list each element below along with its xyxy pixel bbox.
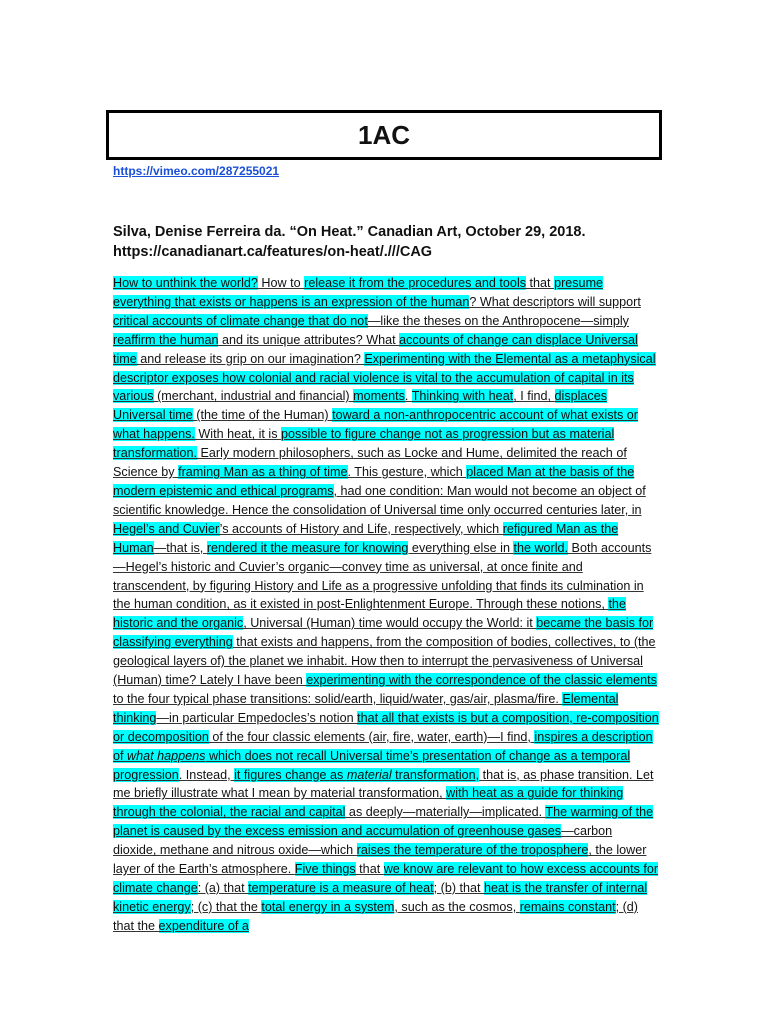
text-segment: , the lower layer of the Earth’s atmosphere. <box>113 843 647 877</box>
text-segment: and its unique attributes? What <box>218 332 400 347</box>
text-segment: ; (c) that the <box>190 899 262 914</box>
highlighted-text-segment: expenditure of a <box>158 918 249 933</box>
highlighted-text-segment: remains constant <box>519 899 616 914</box>
highlighted-text-segment: with heat as a guide for thinking through the colonial, the racial and capital <box>113 786 624 820</box>
highlighted-text-segment: the world. <box>513 540 569 555</box>
text-segment: (the time of the Human) <box>192 408 333 423</box>
highlighted-text-segment: possible to figure change not as progression but as material transformation. <box>113 427 615 461</box>
highlighted-text-segment: placed Man at the basis of the modern epistemic and ethical programs <box>113 465 635 498</box>
highlighted-text-segment: presume everything that exists or happens is an expression of the human <box>113 276 604 309</box>
highlighted-text-segment: what happens <box>127 748 206 763</box>
doc-title: 1AC <box>357 119 410 150</box>
text-segment: With heat, it is <box>194 427 282 442</box>
highlighted-text-segment: critical accounts of climate change that do not <box>113 313 368 328</box>
text-segment: . This gesture, which <box>347 465 467 480</box>
text-segment: ; (b) that <box>433 881 485 895</box>
text-segment: and release its grip on our imagination? <box>136 351 365 366</box>
text-segment: that exists and happens, from the composition of bodies, collectives, to (the geological layers of) the planet we inhabit. How then to interrupt the pervasiveness of Universal (Human) time? Lately I have been <box>113 635 656 688</box>
highlighted-text-segment: Experimenting with the Elemental as a metaphysical descriptor exposes how colonial and racial violence is vital to the accumulation of capital in its various <box>113 351 656 404</box>
highlighted-text-segment: Five things <box>294 862 356 877</box>
highlighted-text-segment: displaces Universal time <box>113 389 608 423</box>
text-segment: , I find, <box>513 389 555 404</box>
highlighted-text-segment: raises the temperature of the troposphere <box>356 843 589 858</box>
text-segment: that is, as phase transition. Let me briefly illustrate what I mean by material transformation, <box>113 767 654 801</box>
text-segment: Both accounts—Hegel’s historic and Cuvier’s organic—convey time as universal, at once finite and transcendent, by figuring History and Life as a progressive unfolding that finds its culmination in the human condition, as it existed in post-Enlightenment Europe. Through these notions, <box>113 540 652 612</box>
text-segment: of the four classic elements (air, fire, water, earth)—I find, <box>208 729 535 744</box>
text-segment: (merchant, industrial and financial) <box>153 389 354 404</box>
highlighted-text-segment: Thinking with heat <box>411 389 514 404</box>
text-segment: , Universal (Human) time would occupy the World: it <box>243 616 537 631</box>
text-segment: —in particular Empedocles’s notion <box>156 710 358 725</box>
text-segment: —like the theses on the Anthropocene—simply <box>367 313 629 328</box>
highlighted-text-segment: it figures change as <box>234 767 347 782</box>
highlighted-text-segment: reaffirm the human <box>113 332 219 347</box>
highlighted-text-segment: framing Man as a thing of time <box>178 465 348 480</box>
highlighted-text-segment: total energy in a system <box>261 899 395 914</box>
citation-line-2: https://canadianart.ca/features/on-heat/.///CAG <box>113 244 433 260</box>
text-segment: ? What descriptors will support <box>469 294 641 309</box>
card-body-text <box>113 274 659 936</box>
text-segment: —carbon dioxide, methane and nitrous oxide—which <box>113 824 613 858</box>
highlighted-text-segment: moments <box>353 389 405 404</box>
highlighted-text-segment: inspires a description of <box>113 729 653 763</box>
text-segment: that <box>526 276 555 290</box>
highlighted-text-segment: toward a non-anthropocentric account of what exists or what happens. <box>113 408 638 442</box>
text-segment: . <box>404 389 412 404</box>
text-segment: everything else in <box>408 540 514 555</box>
highlighted-text-segment: became the basis for classifying everything <box>113 616 654 650</box>
highlighted-text-segment: which does not recall Universal time’s presentation of change as a temporal progression <box>113 748 631 782</box>
text-segment: ; (d) that the <box>113 899 638 933</box>
highlighted-text-segment: the historic and the organic <box>113 597 626 631</box>
text-segment: : (a) that <box>197 881 249 895</box>
highlighted-text-segment: material <box>346 767 392 782</box>
citation <box>113 222 673 262</box>
text-segment: Early modern philosophers, such as Locke and Hume, delimited the reach of Science by <box>113 446 627 480</box>
text-segment: How to <box>257 276 305 290</box>
title-box <box>106 110 662 160</box>
text-segment: ’s accounts of History and Life, respectively, which <box>219 521 503 536</box>
highlighted-text-segment: How to unthink the world? <box>113 276 258 290</box>
highlighted-text-segment: heat is the transfer of internal kinetic energy <box>113 881 648 914</box>
highlighted-text-segment: experimenting with the correspondence of the classic elements <box>306 673 657 688</box>
highlighted-text-segment: refigured Man as the Human <box>113 521 619 555</box>
text-segment: —that is, <box>153 540 207 555</box>
highlighted-text-segment: Hegel’s and Cuvier <box>113 521 220 536</box>
text-segment: . Instead, <box>178 767 235 782</box>
highlighted-text-segment: accounts of change can displace Universal time <box>113 332 638 366</box>
highlighted-text-segment: Elemental thinking <box>113 691 619 725</box>
highlighted-text-segment: we know are relevant to how excess accounts for climate change <box>113 862 659 895</box>
highlighted-text-segment: that all that exists is but a composition, re-composition or decomposition <box>113 710 659 744</box>
highlighted-text-segment: rendered it the measure for knowing <box>206 540 409 555</box>
text-segment: to the four typical phase transitions: solid/earth, liquid/water, gas/air, plasma/fire. <box>113 691 563 706</box>
text-segment: , had one condition: Man would not become an object of scientific knowledge. Hence the consolidation of Universal time only occurred centuries later, in <box>113 483 646 517</box>
text-segment: , such as the cosmos, <box>394 899 520 914</box>
citation-line-1: Silva, Denise Ferreira da. “On Heat.” Canadian Art, October 29, 2018. <box>113 224 586 240</box>
highlighted-text-segment: temperature is a measure of heat <box>248 881 434 895</box>
highlighted-text-segment: transformation, <box>391 767 480 782</box>
highlighted-text-segment: The warming of the planet is caused by the excess emission and accumulation of greenhouse gases <box>113 805 654 839</box>
text-segment: that <box>355 862 384 877</box>
video-link[interactable]: https://vimeo.com/287255021 <box>113 164 280 178</box>
highlighted-text-segment: release it from the procedures and tools <box>304 276 527 290</box>
text-segment: as deeply—materially—implicated. <box>345 805 546 820</box>
